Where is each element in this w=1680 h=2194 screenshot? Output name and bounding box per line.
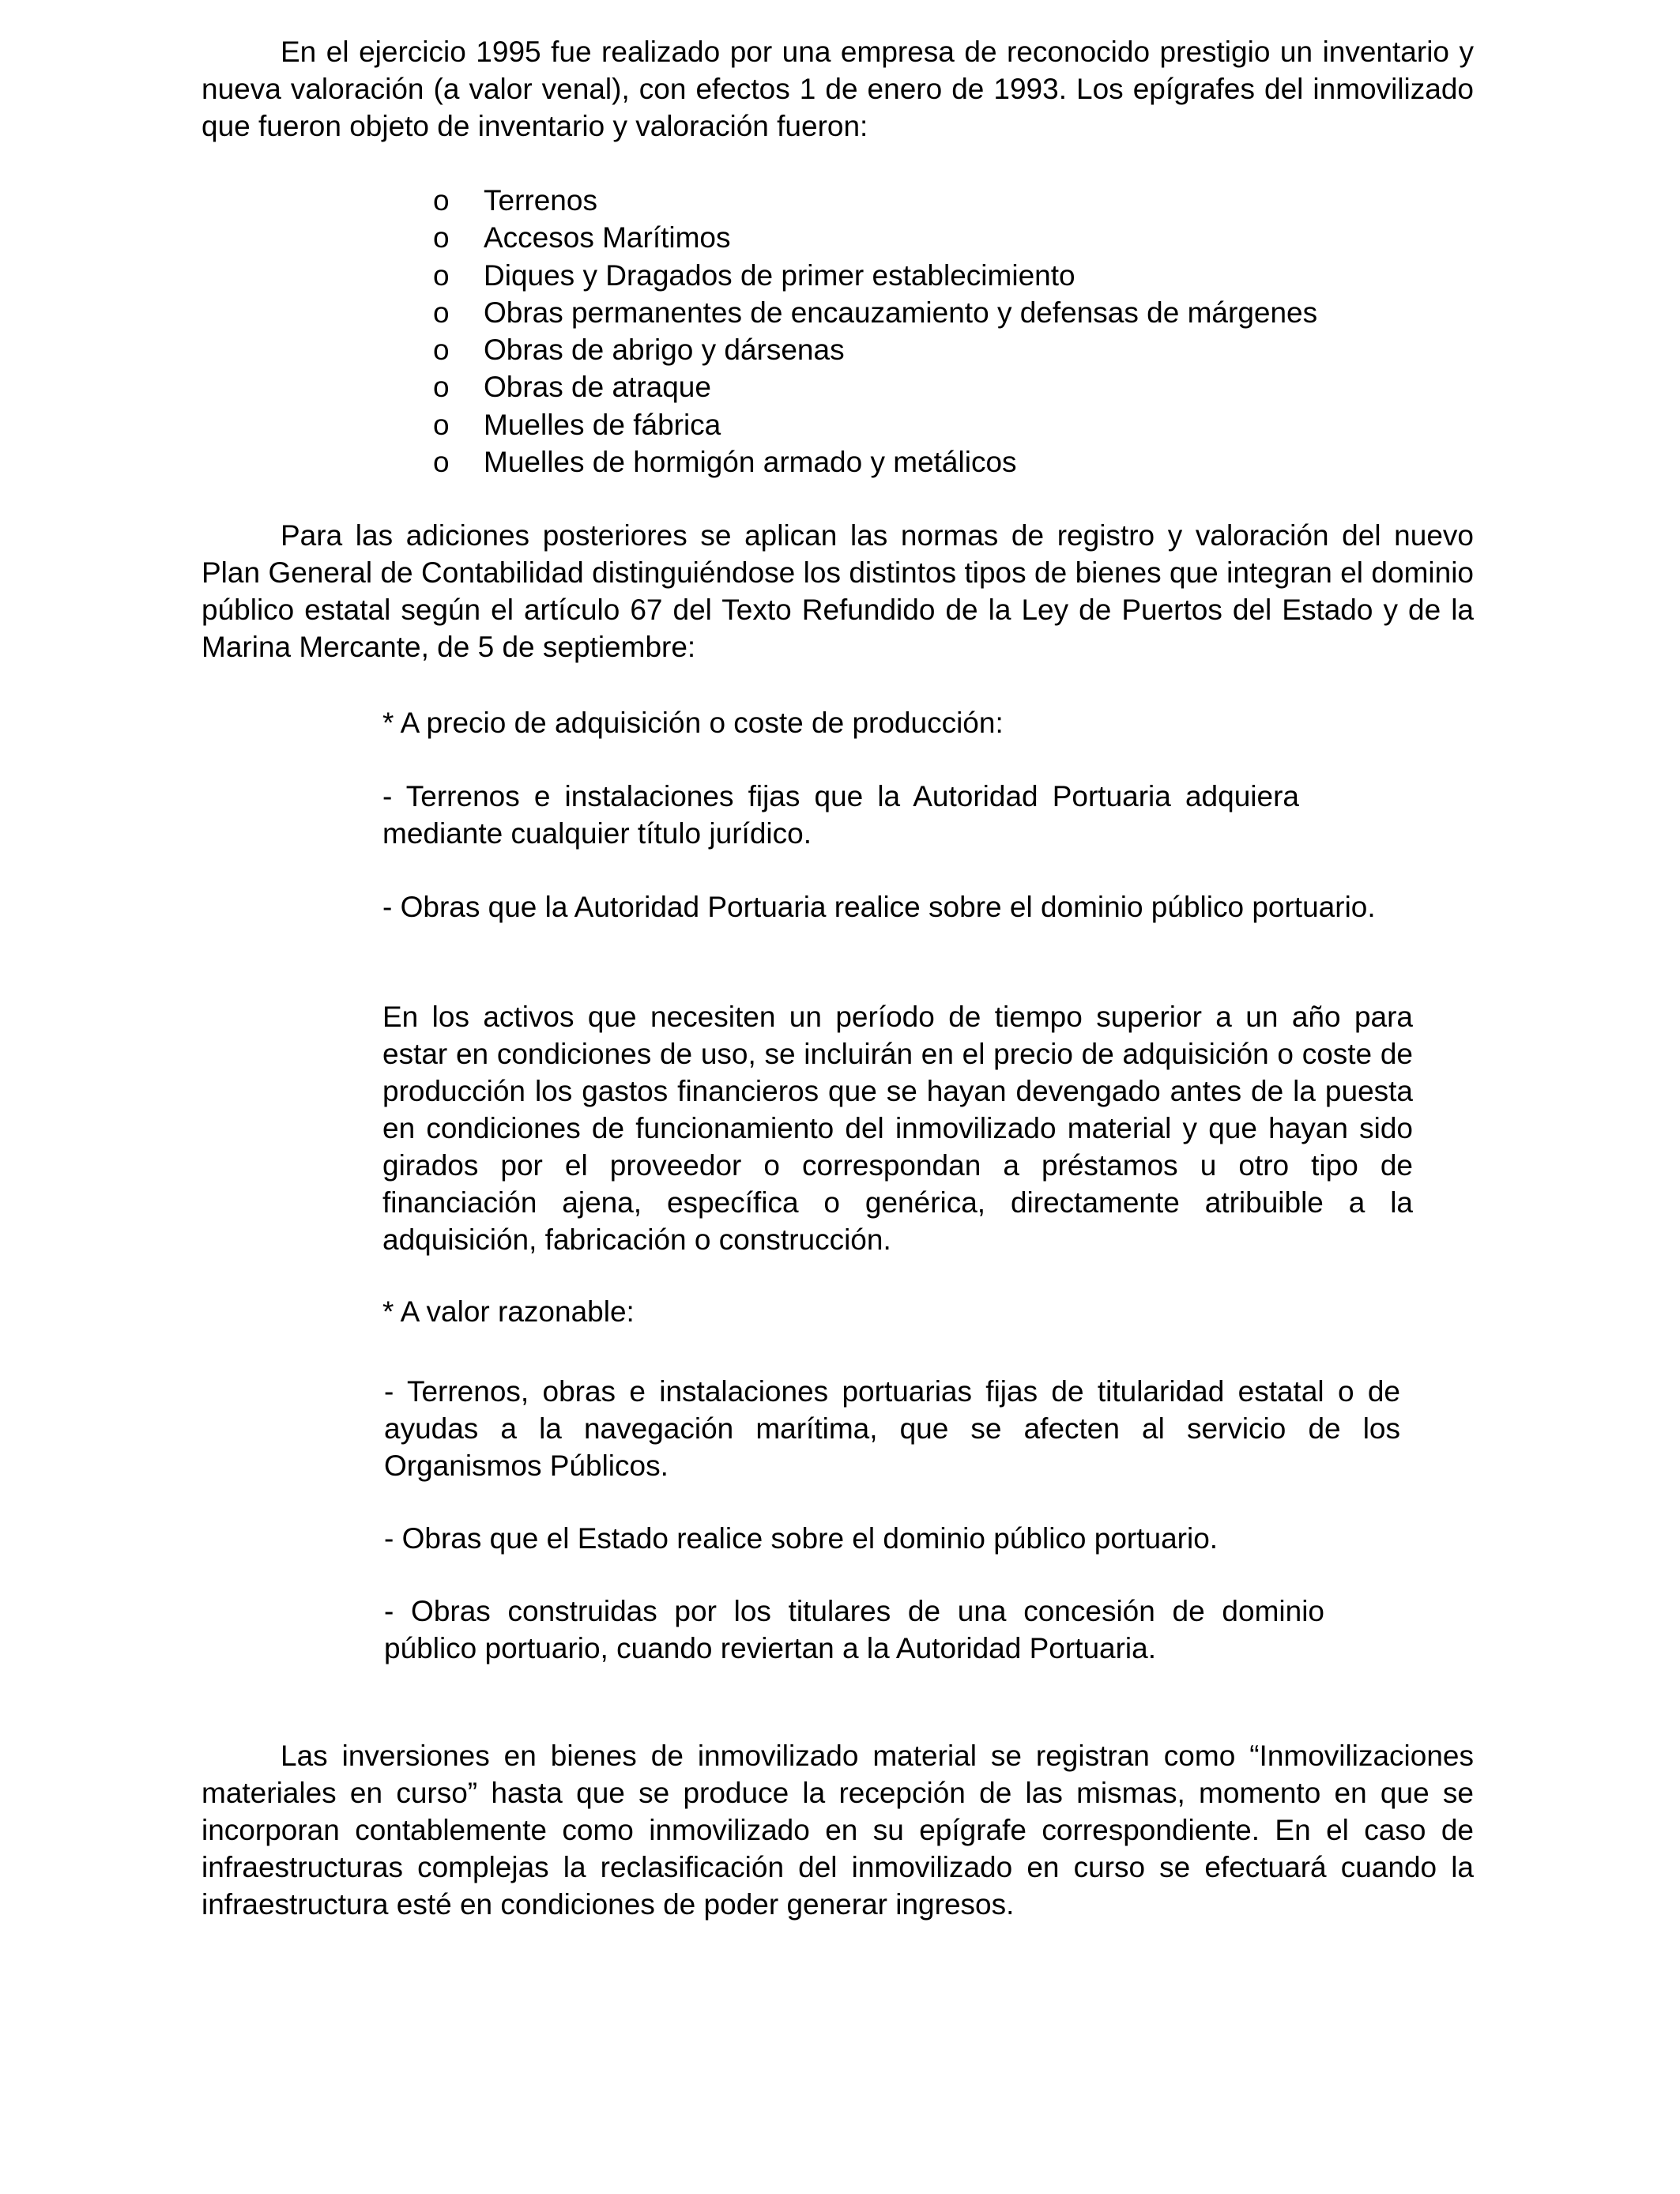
list-item bbox=[433, 331, 1317, 368]
list-item bbox=[433, 368, 1317, 405]
intro-paragraph: En el ejercicio 1995 fue realizado por una empresa de reconocido prestigio un inventario y nueva valoración (a valor venal), con efectos 1 de enero de 1993. Los epígrafes del inmovilizado que fueron objeto de inventario y valoración fueron: bbox=[202, 36, 1474, 142]
razonable-item-concesion: - Obras construidas por los titulares de una concesión de dominio público portuario, cuando reviertan a la Autoridad Portuaria. bbox=[384, 1595, 1324, 1664]
adquisicion-heading: * A precio de adquisición o coste de producción: bbox=[382, 707, 1004, 739]
bullet-marker: o bbox=[433, 446, 450, 479]
bullet-marker: o bbox=[433, 408, 450, 441]
inventory-list bbox=[433, 182, 1317, 481]
list-item bbox=[433, 219, 1317, 256]
adquisicion-item-terrenos: - Terrenos e instalaciones fijas que la Autoridad Portuaria adquiera mediante cualquier título jurídico. bbox=[382, 780, 1299, 850]
list-item bbox=[433, 406, 1317, 443]
razonable-item-terrenos: - Terrenos, obras e instalaciones portuarias fijas de titularidad estatal o de ayudas a la navegación marítima, que se afecten al servicio de los Organismos Públicos. bbox=[384, 1375, 1400, 1482]
additions-paragraph: Para las adiciones posteriores se aplican las normas de registro y valoración del nuevo Plan General de Contabilidad distinguiéndose los distintos tipos de bienes que integran el dominio público estatal según el artículo 67 del Texto Refundido de la Ley de Puertos del Estado y de la Marina Mercante, de 5 de septiembre: bbox=[202, 519, 1474, 663]
bullet-marker: o bbox=[433, 221, 450, 254]
list-item bbox=[433, 294, 1317, 331]
list-item-text: Terrenos bbox=[484, 184, 597, 217]
list-item bbox=[433, 443, 1317, 481]
list-item-text: Muelles de fábrica bbox=[484, 408, 721, 441]
list-item-text: Diques y Dragados de primer establecimiento bbox=[484, 258, 1075, 292]
bullet-marker: o bbox=[433, 371, 450, 404]
list-item-text: Accesos Marítimos bbox=[484, 221, 731, 254]
activos-paragraph: En los activos que necesiten un período de tiempo superior a un año para estar en condiciones de uso, se incluirán en el precio de adquisición o coste de producción los gastos financieros que se hayan devengado antes de la puesta en condiciones de funcionamiento del inmovilizado material y que hayan sido girados por el proveedor o correspondan a préstamos u otro tipo de financiación ajena, específica o genérica, directamente atribuible a la adquisición, fabricación o construcción. bbox=[382, 1001, 1413, 1256]
bullet-marker: o bbox=[433, 296, 450, 329]
bullet-marker: o bbox=[433, 258, 450, 292]
razonable-item-estado: - Obras que el Estado realice sobre el dominio público portuario. bbox=[384, 1522, 1219, 1555]
list-item-text: Obras de abrigo y dársenas bbox=[484, 334, 845, 367]
inversiones-paragraph: Las inversiones en bienes de inmovilizado material se registran como “Inmovilizaciones materiales en curso” hasta que se produce la recepción de las mismas, momento en que se incorporan contablemente como inmovilizado en su epígrafe correspondiente. En el caso de infraestructuras complejas la reclasificación del inmovilizado en curso se efectuará cuando la infraestructura esté en condiciones de poder generar ingresos. bbox=[202, 1740, 1474, 1921]
adquisicion-item-obras: - Obras que la Autoridad Portuaria realice sobre el dominio público portuario. bbox=[382, 891, 1376, 923]
list-item-text: Muelles de hormigón armado y metálicos bbox=[484, 446, 1017, 479]
bullet-marker: o bbox=[433, 184, 450, 217]
list-item bbox=[433, 182, 1317, 219]
list-item bbox=[433, 257, 1317, 294]
list-item-text: Obras permanentes de encauzamiento y defensas de márgenes bbox=[484, 296, 1318, 329]
bullet-marker: o bbox=[433, 334, 450, 367]
razonable-heading: * A valor razonable: bbox=[382, 1295, 635, 1328]
list-item-text: Obras de atraque bbox=[484, 371, 711, 404]
